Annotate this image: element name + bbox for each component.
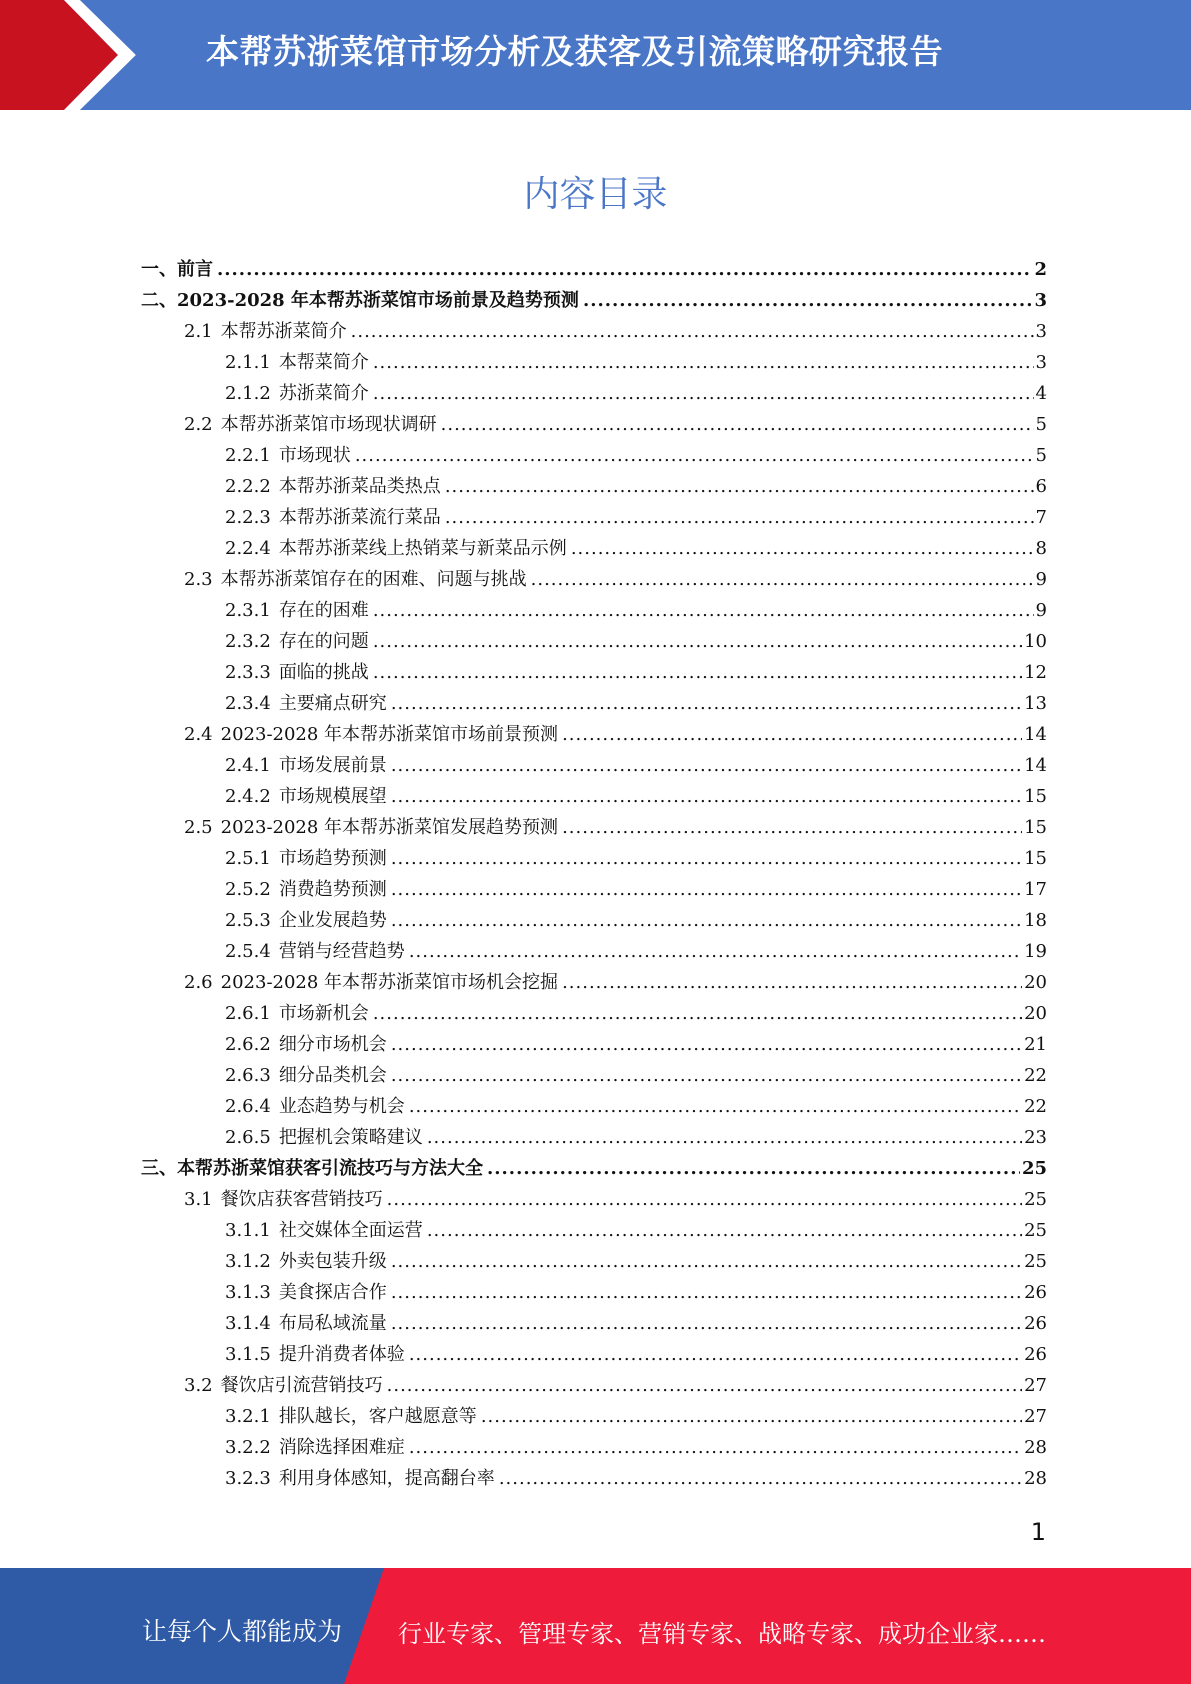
toc-dot-leader: [571, 533, 1034, 564]
toc-entry-title: 社交媒体全面运营: [278, 1220, 423, 1241]
toc-entry-title: 企业发展趋势: [278, 910, 387, 931]
toc-entry-number: 3.2: [184, 1375, 213, 1396]
toc-entry-number: 2.6.4: [225, 1096, 271, 1117]
toc-dot-leader: [387, 1370, 1022, 1401]
toc-entry-title: 2023-2028 年本帮苏浙菜馆市场前景预测: [220, 724, 559, 745]
toc-entry-title: 市场发展前景: [278, 755, 387, 776]
toc-entry-title: 业态趋势与机会: [278, 1096, 405, 1117]
toc-entry-title: 2023-2028 年本帮苏浙菜馆市场机会挖掘: [220, 972, 559, 993]
toc-entry-page: 28: [1024, 1437, 1047, 1458]
toc-entry-page: 3: [1035, 321, 1047, 342]
toc-entry-title: 外卖包装升级: [278, 1251, 387, 1272]
toc-entry[interactable]: [225, 750, 1047, 781]
toc-entry-page: 21: [1024, 1034, 1047, 1055]
toc-entry-page: 20: [1024, 972, 1047, 993]
footer-slogan-left: 让每个人都能成为: [142, 1617, 343, 1646]
toc-dot-leader: [562, 812, 1022, 843]
toc-entry-page: 26: [1024, 1344, 1047, 1365]
toc-heading: 内容目录: [523, 174, 668, 215]
toc-entry[interactable]: [184, 967, 1047, 998]
toc-entry-page: 19: [1024, 941, 1047, 962]
toc-entry[interactable]: [225, 1401, 1047, 1432]
toc-dot-leader: [409, 936, 1022, 967]
toc-dot-leader: [373, 378, 1034, 409]
toc-entry[interactable]: [225, 595, 1047, 626]
toc-entry-page: 26: [1024, 1313, 1047, 1334]
toc-entry-number: 2.6.2: [225, 1034, 271, 1055]
toc-dot-leader: [391, 1060, 1022, 1091]
toc-entry-number: 2.2.2: [225, 476, 271, 497]
toc-entry-title: 细分市场机会: [278, 1034, 387, 1055]
toc-entry-title: 餐饮店引流营销技巧: [220, 1375, 383, 1396]
toc-entry[interactable]: [225, 1463, 1047, 1494]
toc-entry[interactable]: [225, 1091, 1047, 1122]
toc-dot-leader: [373, 657, 1022, 688]
toc-dot-leader: [391, 874, 1022, 905]
toc-entry-title: 2023-2028 年本帮苏浙菜馆发展趋势预测: [220, 817, 559, 838]
toc-dot-leader: [391, 1029, 1022, 1060]
toc-entry-number: 3.1: [184, 1189, 213, 1210]
toc-entry-title: 布局私域流量: [278, 1313, 387, 1334]
toc-entry-title: 本帮菜简介: [278, 352, 369, 373]
toc-entry-page: 25: [1024, 1251, 1047, 1272]
toc-entry[interactable]: [225, 998, 1047, 1029]
toc-entry-number: 2.2.1: [225, 445, 271, 466]
toc-entry-title: 本帮苏浙菜流行菜品: [278, 507, 441, 528]
toc-entry-title: 排队越长，客户越愿意等: [278, 1406, 477, 1427]
toc-entry-title: 营销与经营趋势: [278, 941, 405, 962]
toc-entry-page: 25: [1024, 1189, 1047, 1210]
toc-entry[interactable]: [225, 502, 1047, 533]
toc-entry-number: 2.1.1: [225, 352, 271, 373]
toc-entry-number: 2.5.1: [225, 848, 271, 869]
toc-entry-title: 苏浙菜简介: [278, 383, 369, 404]
toc-entry-title: 把握机会策略建议: [278, 1127, 423, 1148]
toc-entry-page: 22: [1024, 1065, 1047, 1086]
toc-entry-page: 15: [1024, 817, 1047, 838]
toc-entry-number: 2.2.4: [225, 538, 271, 559]
toc-entry-page: 10: [1024, 631, 1047, 652]
toc-entry-title: 前言: [177, 259, 213, 280]
toc-entry[interactable]: [225, 1277, 1047, 1308]
toc-dot-leader: [391, 688, 1022, 719]
toc-entry[interactable]: [184, 1370, 1047, 1401]
toc-entry[interactable]: [225, 1339, 1047, 1370]
toc-entry[interactable]: [225, 905, 1047, 936]
toc-entry-number: 2.4.1: [225, 755, 271, 776]
toc-entry-title: 本帮苏浙菜简介: [220, 321, 347, 342]
toc-entry-number: 2.3.4: [225, 693, 271, 714]
toc-dot-leader: [409, 1432, 1022, 1463]
toc-dot-leader: [391, 1246, 1022, 1277]
toc-entry-title: 面临的挑战: [278, 662, 369, 683]
toc-entry-title: 本帮苏浙菜品类热点: [278, 476, 441, 497]
toc-entry-number: 二、: [141, 290, 177, 311]
toc-entry[interactable]: [225, 626, 1047, 657]
toc-dot-leader: [427, 1215, 1022, 1246]
toc-entry[interactable]: [225, 1432, 1047, 1463]
toc-entry-page: 6: [1035, 476, 1047, 497]
chevron-arrow-icon: [0, 0, 160, 110]
toc-entry-number: 3.2.1: [225, 1406, 271, 1427]
toc-dot-leader: [391, 781, 1022, 812]
toc-entry-page: 22: [1024, 1096, 1047, 1117]
toc-dot-leader: [387, 1184, 1022, 1215]
toc-entry-number: 2.5.3: [225, 910, 271, 931]
toc-entry-page: 9: [1035, 600, 1047, 621]
toc-dot-leader: [409, 1091, 1022, 1122]
toc-entry[interactable]: [184, 812, 1047, 843]
toc-entry[interactable]: [225, 1215, 1047, 1246]
toc-dot-leader: [217, 254, 1032, 285]
toc-entry-number: 2.6.3: [225, 1065, 271, 1086]
toc-entry-title: 本帮苏浙菜馆存在的困难、问题与挑战: [220, 569, 527, 590]
toc-dot-leader: [355, 440, 1034, 471]
toc-entry-title: 消除选择困难症: [278, 1437, 405, 1458]
toc-entry[interactable]: [225, 1060, 1047, 1091]
toc-dot-leader: [351, 316, 1034, 347]
toc-entry-number: 2.4.2: [225, 786, 271, 807]
toc-entry-page: 27: [1024, 1375, 1047, 1396]
toc-entry-page: 3: [1035, 352, 1047, 373]
toc-entry[interactable]: [184, 409, 1047, 440]
toc-entry[interactable]: [184, 719, 1047, 750]
report-title: 本帮苏浙菜馆市场分析及获客及引流策略研究报告: [206, 32, 943, 71]
header-banner: [0, 0, 1191, 110]
toc-dot-leader: [441, 409, 1034, 440]
toc-entry-number: 2.3.2: [225, 631, 271, 652]
toc-entry-number: 2.3: [184, 569, 213, 590]
toc-entry-title: 细分品类机会: [278, 1065, 387, 1086]
toc-entry-number: 2.5.4: [225, 941, 271, 962]
page-number: 1: [1030, 1518, 1046, 1546]
toc-entry-title: 消费趋势预测: [278, 879, 387, 900]
toc-dot-leader: [391, 905, 1022, 936]
toc-entry-number: 3.1.4: [225, 1313, 271, 1334]
toc-entry[interactable]: [225, 440, 1047, 471]
toc-dot-leader: [391, 1277, 1022, 1308]
toc-entry-number: 2.4: [184, 724, 213, 745]
toc-entry-title: 市场新机会: [278, 1003, 369, 1024]
toc-entry[interactable]: [225, 1122, 1047, 1153]
toc-entry-number: 3.2.3: [225, 1468, 271, 1489]
toc-dot-leader: [445, 502, 1034, 533]
toc-entry-title: 本帮苏浙菜线上热销菜与新菜品示例: [278, 538, 567, 559]
toc-entry-number: 2.3.1: [225, 600, 271, 621]
toc-dot-leader: [373, 998, 1022, 1029]
toc-entry[interactable]: [225, 874, 1047, 905]
toc-entry-page: 18: [1024, 910, 1047, 931]
toc-entry[interactable]: [184, 1184, 1047, 1215]
toc-entry-number: 2.1.2: [225, 383, 271, 404]
toc-dot-leader: [531, 564, 1034, 595]
footer-banner: [0, 1568, 1191, 1684]
toc-entry-page: 25: [1021, 1158, 1047, 1179]
toc-dot-leader: [481, 1401, 1022, 1432]
toc-dot-leader: [373, 626, 1022, 657]
toc-entry[interactable]: [225, 1308, 1047, 1339]
toc-entry-title: 餐饮店获客营销技巧: [220, 1189, 383, 1210]
toc-entry-page: 8: [1035, 538, 1047, 559]
toc-entry-title: 美食探店合作: [278, 1282, 387, 1303]
toc-entry-page: 14: [1024, 724, 1047, 745]
toc-entry-page: 5: [1035, 414, 1047, 435]
toc-entry-title: 存在的问题: [278, 631, 369, 652]
toc-entry-title: 利用身体感知，提高翻台率: [278, 1468, 495, 1489]
toc-entry-page: 12: [1024, 662, 1047, 683]
toc-entry[interactable]: [225, 378, 1047, 409]
toc-entry-title: 本帮苏浙菜馆获客引流技巧与方法大全: [177, 1158, 483, 1179]
toc-entry-title: 存在的困难: [278, 600, 369, 621]
toc-entry-number: 3.1.1: [225, 1220, 271, 1241]
toc-entry-title: 市场现状: [278, 445, 351, 466]
toc-entry-title: 主要痛点研究: [278, 693, 387, 714]
toc-entry[interactable]: [225, 936, 1047, 967]
toc-dot-leader: [409, 1339, 1022, 1370]
toc-entry-page: 14: [1024, 755, 1047, 776]
toc-entry[interactable]: [225, 1029, 1047, 1060]
toc-dot-leader: [445, 471, 1034, 502]
toc-dot-leader: [499, 1463, 1022, 1494]
toc-entry-page: 9: [1035, 569, 1047, 590]
toc-dot-leader: [391, 750, 1022, 781]
toc-entry-page: 17: [1024, 879, 1047, 900]
toc-entry-number: 一、: [141, 259, 177, 280]
toc-entry-number: 2.2: [184, 414, 213, 435]
toc-dot-leader: [583, 285, 1033, 316]
toc-entry-title: 2023-2028 年本帮苏浙菜馆市场前景及趋势预测: [177, 290, 579, 311]
toc-entry[interactable]: [141, 285, 1047, 316]
toc-entry-number: 2.6.1: [225, 1003, 271, 1024]
toc-entry-page: 15: [1024, 848, 1047, 869]
footer-slogan-right: 行业专家、管理专家、营销专家、战略专家、成功企业家……: [398, 1620, 1046, 1648]
toc-entry-title: 提升消费者体验: [278, 1344, 405, 1365]
toc-entry-number: 3.2.2: [225, 1437, 271, 1458]
toc-entry[interactable]: [225, 688, 1047, 719]
toc-entry-number: 三、: [141, 1158, 177, 1179]
toc-dot-leader: [427, 1122, 1022, 1153]
toc-entry-title: 市场趋势预测: [278, 848, 387, 869]
toc-entry-page: 26: [1024, 1282, 1047, 1303]
toc-entry-number: 2.1: [184, 321, 213, 342]
toc-entry-page: 7: [1035, 507, 1047, 528]
toc-entry-page: 20: [1024, 1003, 1047, 1024]
toc-entry-page: 2: [1034, 259, 1047, 280]
toc-entry-number: 3.1.2: [225, 1251, 271, 1272]
toc-entry-page: 3: [1034, 290, 1047, 311]
toc-entry-number: 2.5.2: [225, 879, 271, 900]
toc-entry[interactable]: [225, 843, 1047, 874]
toc-entry[interactable]: [225, 533, 1047, 564]
toc-entry[interactable]: [225, 657, 1047, 688]
toc-entry-number: 2.6.5: [225, 1127, 271, 1148]
toc-entry-title: 本帮苏浙菜馆市场现状调研: [220, 414, 437, 435]
toc-entry-number: 3.1.5: [225, 1344, 271, 1365]
toc-entry-page: 15: [1024, 786, 1047, 807]
toc-entry-number: 3.1.3: [225, 1282, 271, 1303]
toc-entry[interactable]: [184, 316, 1047, 347]
toc-entry-number: 2.5: [184, 817, 213, 838]
toc-entry[interactable]: [141, 1153, 1047, 1184]
toc-dot-leader: [373, 347, 1034, 378]
toc-entry-page: 28: [1024, 1468, 1047, 1489]
toc-entry-page: 23: [1024, 1127, 1047, 1148]
toc-dot-leader: [391, 843, 1022, 874]
toc-dot-leader: [487, 1153, 1020, 1184]
toc-entry-number: 2.3.3: [225, 662, 271, 683]
toc-entry-page: 4: [1035, 383, 1047, 404]
toc-dot-leader: [562, 719, 1022, 750]
toc-dot-leader: [562, 967, 1022, 998]
toc-entry-page: 27: [1024, 1406, 1047, 1427]
toc-entry-page: 5: [1035, 445, 1047, 466]
toc-entry-number: 2.6: [184, 972, 213, 993]
toc-entry[interactable]: [184, 564, 1047, 595]
toc-dot-leader: [391, 1308, 1022, 1339]
toc-entry[interactable]: [225, 781, 1047, 812]
toc-dot-leader: [373, 595, 1034, 626]
toc-entry[interactable]: [225, 1246, 1047, 1277]
toc-entry[interactable]: [225, 347, 1047, 378]
toc-entry-page: 13: [1024, 693, 1047, 714]
toc-entry-title: 市场规模展望: [278, 786, 387, 807]
toc-entry[interactable]: [225, 471, 1047, 502]
toc-entry-number: 2.2.3: [225, 507, 271, 528]
toc-entry[interactable]: [141, 254, 1047, 285]
toc-entry-page: 25: [1024, 1220, 1047, 1241]
